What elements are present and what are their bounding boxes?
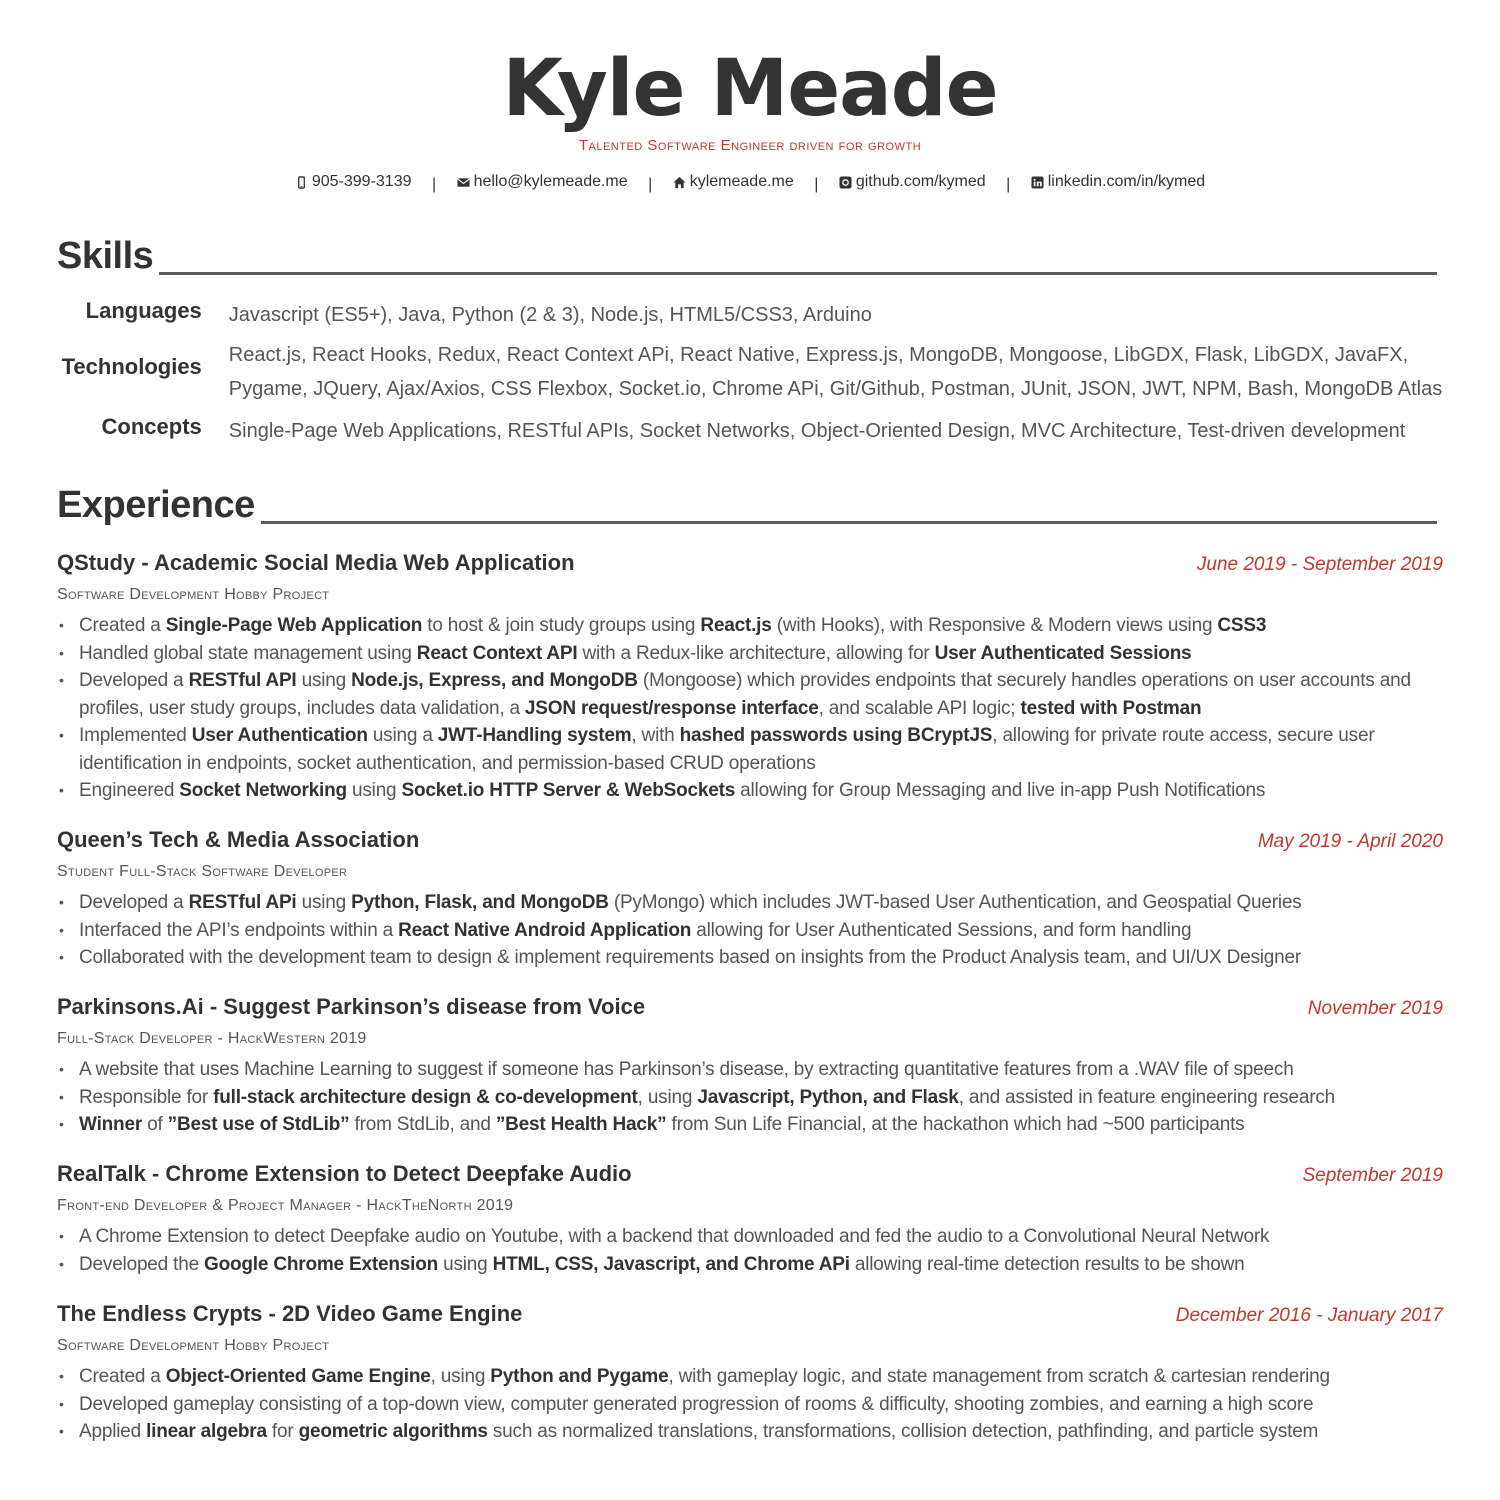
contact-website[interactable] [673,173,794,191]
contact-website-label: kylemeade.me [689,173,794,190]
home-icon [673,176,686,189]
separator: | [431,175,437,193]
entry-role: Software Development Hobby Project [57,586,330,603]
experience-entry [57,994,1443,1139]
bullet-list [57,889,1443,972]
skill-row-technologies [57,338,1457,406]
envelope-icon [457,176,470,189]
linkedin-icon [1031,176,1044,189]
entry-date: December 2016 - January 2017 [1175,1305,1443,1326]
entry-role: Front-end Developer & Project Manager - HackTheNorth 2019 [57,1197,514,1214]
skill-value: Javascript (ES5+), Java, Python (2 & 3), Node.js, HTML5/CSS3, Arduino [228,304,872,326]
section-divider [159,272,1437,275]
entry-role: Student Full-Stack Software Developer [57,863,348,880]
bullet-item: • Collaborated with the development team to design & implement requirements based on insights from the Product Analysis team, and UI/UX Designer [57,944,1443,972]
experience-entry [57,827,1443,972]
entry-date: May 2019 - April 2020 [1257,831,1443,852]
contact-phone-label: 905-399-3139 [311,173,412,190]
github-icon [839,176,852,189]
bullet-list [57,1363,1443,1446]
experience-entry [57,1161,1443,1278]
entry-title: The Endless Crypts - 2D Video Game Engine [57,1301,523,1326]
contact-github-label: github.com/kymed [855,173,986,190]
experience-entry [57,550,1443,805]
bullet-item: • Developed a RESTful API using Node.js, Express, and MongoDB (Mongoose) which provides endpoints that securely handles operations on user accounts and profiles, user study groups, includes data validation, a JSON request/response interface, and scalable API logic; tested with Postman [57,667,1443,722]
bullet-item: • Handled global state management using React Context API with a Redux-like architecture, allowing for User Authenticated Sessions [57,640,1443,668]
bullet-item: • Responsible for full-stack architecture design & co-development, using Javascript, Python, and Flask, and assisted in feature engineering research [57,1084,1443,1112]
experience-section-header [57,483,1437,527]
entry-title: RealTalk - Chrome Extension to Detect Deepfake Audio [57,1161,632,1186]
bullet-item: • Implemented User Authentication using a JWT-Handling system, with hashed passwords using BCryptJS, allowing for private route access, secure user identification in endpoints, socket authentication, and permission-based CRUD operations [57,722,1443,777]
contact-bar [0,173,1500,194]
bullet-item: • Created a Single-Page Web Application to host & join study groups using React.js (with Hooks), with Responsive & Modern views using CSS3 [57,612,1443,640]
contact-github[interactable] [839,173,986,191]
contact-linkedin[interactable] [1031,173,1205,191]
entry-date: November 2019 [1307,998,1443,1019]
bullet-item: • A Chrome Extension to detect Deepfake audio on Youtube, with a backend that downloaded and fed the audio to a Convolutional Neural Network [57,1223,1443,1251]
contact-email-label: hello@kylemeade.me [473,173,628,190]
bullet-item: • Winner of ”Best use of StdLib” from StdLib, and ”Best Health Hack” from Sun Life Financial, at the hackathon which had ~500 participants [57,1111,1443,1139]
separator: | [814,175,819,193]
skill-label: Technologies [61,354,202,379]
bullet-item: • Created a Object-Oriented Game Engine, using Python and Pygame, with gameplay logic, and state management from scratch & cartesian rendering [57,1363,1443,1391]
section-title-skills: Skills [57,235,154,277]
experience-entry [57,1301,1443,1446]
bullet-list [57,612,1443,805]
skill-row-concepts [57,414,1457,448]
bullet-item: • Developed gameplay consisting of a top-down view, computer generated progression of rooms & difficulty, shooting zombies, and earning a high score [57,1391,1443,1419]
bullet-item: • A website that uses Machine Learning to suggest if someone has Parkinson’s disease, by extracting quantitative features from a .WAV file of speech [57,1056,1443,1084]
skill-value: React.js, React Hooks, Redux, React Context APi, React Native, Express.js, MongoDB, Mongoose, LibGDX, Flask, LibGDX, JavaFX, Pygame, JQuery, Ajax/Axios, CSS Flexbox, Socket.io, Chrome APi, Git/Github, Postman, JUnit, JSON, JWT, NPM, Bash, MongoDB Atlas [228,344,1443,400]
contact-linkedin-label: linkedin.com/in/kymed [1047,173,1206,190]
bullet-item: • Engineered Socket Networking using Socket.io HTTP Server & WebSockets allowing for Group Messaging and live in-app Push Notifications [57,777,1443,805]
bullet-list [57,1223,1443,1278]
bullet-list [57,1056,1443,1139]
entry-role: Software Development Hobby Project [57,1337,330,1354]
skill-row-languages [57,298,1457,332]
entry-title: QStudy - Academic Social Media Web Application [57,550,575,575]
candidate-name: Kyle Meade [502,44,998,134]
phone-icon [295,176,308,189]
entry-role: Full-Stack Developer - HackWestern 2019 [57,1030,367,1047]
contact-email[interactable] [457,173,628,191]
section-divider [261,521,1437,524]
skill-label: Concepts [101,414,202,439]
entry-date: June 2019 - September 2019 [1196,554,1443,575]
tagline: Talented Software Engineer driven for growth [578,137,922,154]
entry-title: Parkinsons.Ai - Suggest Parkinson’s disease from Voice [57,994,646,1019]
skills-section-header [57,234,1437,278]
bullet-item: • Developed a RESTful APi using Python, Flask, and MongoDB (PyMongo) which includes JWT-based User Authentication, and Geospatial Queries [57,889,1443,917]
bullet-item: • Interfaced the API’s endpoints within a React Native Android Application allowing for User Authenticated Sessions, and form handling [57,917,1443,945]
entry-title: Queen’s Tech & Media Association [57,827,420,852]
entry-date: September 2019 [1302,1165,1443,1186]
section-title-experience: Experience [57,484,255,526]
bullet-item: • Developed the Google Chrome Extension using HTML, CSS, Javascript, and Chrome APi allowing real-time detection results to be shown [57,1251,1443,1279]
skill-label: Languages [85,298,202,323]
separator: | [648,175,653,193]
skill-value: Single-Page Web Applications, RESTful APIs, Socket Networks, Object-Oriented Design, MVC Architecture, Test-driven development [228,420,1406,442]
contact-phone[interactable] [295,173,412,191]
bullet-item: • Applied linear algebra for geometric algorithms such as normalized translations, transformations, collision detection, pathfinding, and particle system [57,1418,1443,1446]
separator: | [1006,175,1011,193]
